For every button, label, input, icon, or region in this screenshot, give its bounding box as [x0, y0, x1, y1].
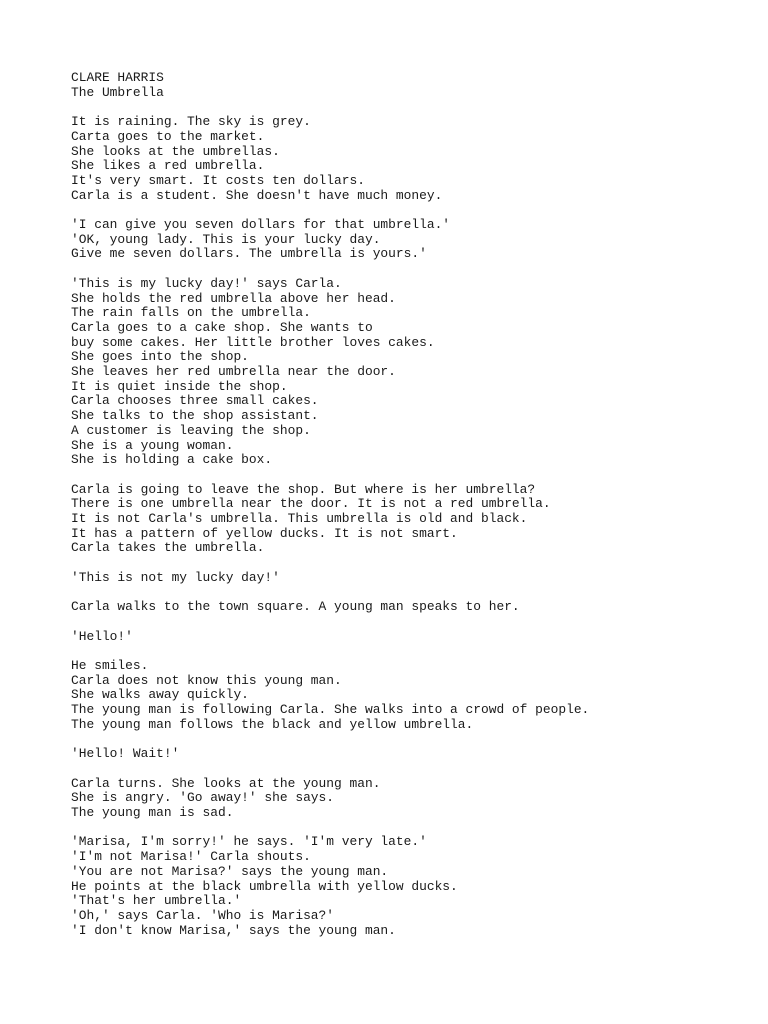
text-line: She is angry. 'Go away!' she says.	[71, 790, 335, 806]
text-line: The young man follows the black and yellow umbrella.	[71, 716, 474, 732]
text-line: It is quiet inside the shop.	[71, 378, 288, 394]
text-line: Carla walks to the town square. A young man speaks to her.	[71, 599, 520, 615]
blank-line	[71, 644, 751, 659]
text-line: 'OK, young lady. This is your lucky day.	[71, 231, 381, 247]
text-line: A customer is leaving the shop.	[71, 422, 311, 438]
blank-line	[71, 615, 751, 630]
text-line: It is raining. The sky is grey.	[71, 114, 311, 130]
blank-line	[71, 821, 751, 836]
text-line: She holds the red umbrella above her head.	[71, 290, 396, 306]
text-line: Carla chooses three small cakes.	[71, 393, 319, 409]
text-line: She walks away quickly.	[71, 687, 249, 703]
text-line: 'Oh,' says Carla. 'Who is Marisa?'	[71, 907, 335, 923]
text-line: Carla takes the umbrella.	[71, 540, 265, 556]
text-line: 'This is my lucky day!' says Carla.	[71, 275, 342, 291]
text-line: Carla is a student. She doesn't have much money.	[71, 187, 443, 203]
text-line: 'That's her umbrella.'	[71, 893, 242, 909]
story-body	[71, 100, 751, 938]
text-line: She looks at the umbrellas.	[71, 143, 280, 159]
text-line: buy some cakes. Her little brother loves cakes.	[71, 334, 435, 350]
text-line: She talks to the shop assistant.	[71, 408, 319, 424]
text-line: 'Hello! Wait!'	[71, 746, 180, 762]
text-line: He points at the black umbrella with yellow ducks.	[71, 878, 458, 894]
document-page	[71, 71, 751, 938]
text-line: There is one umbrella near the door. It is not a red umbrella.	[71, 496, 551, 512]
text-line: She goes into the shop.	[71, 349, 249, 365]
text-line: The rain falls on the umbrella.	[71, 305, 311, 321]
text-line: 'Hello!'	[71, 628, 133, 644]
text-line: The young man is sad.	[71, 805, 234, 820]
blank-line	[71, 468, 751, 483]
text-line: 'I don't know Marisa,' says the young man.	[71, 922, 396, 938]
author-name: CLARE HARRIS	[71, 70, 164, 85]
text-line: It's very smart. It costs ten dollars.	[71, 172, 365, 188]
text-line: Carla does not know this young man.	[71, 672, 342, 688]
text-line: Give me seven dollars. The umbrella is yours.'	[71, 246, 427, 262]
text-line: She likes a red umbrella.	[71, 158, 265, 174]
text-line: Carla goes to a cake shop. She wants to	[71, 319, 373, 335]
blank-line	[71, 586, 751, 601]
text-line: The young man is following Carla. She walks into a crowd of people.	[71, 702, 590, 718]
text-line: 'You are not Marisa?' says the young man.	[71, 863, 389, 879]
blank-line	[71, 556, 751, 571]
text-line: 'Marisa, I'm sorry!' he says. 'I'm very late.'	[71, 834, 427, 850]
text-line: 'I can give you seven dollars for that umbrella.'	[71, 217, 451, 232]
text-line: She leaves her red umbrella near the door.	[71, 364, 396, 380]
text-line: Carla turns. She looks at the young man.	[71, 775, 381, 791]
text-line: 'I'm not Marisa!' Carla shouts.	[71, 849, 311, 865]
blank-line	[71, 100, 751, 115]
text-line: It is not Carla's umbrella. This umbrella is old and black.	[71, 511, 528, 527]
text-line: She is holding a cake box.	[71, 452, 273, 468]
blank-line	[71, 762, 751, 777]
text-line: She is a young woman.	[71, 437, 234, 453]
blank-line	[71, 203, 751, 218]
blank-line	[71, 262, 751, 277]
text-line: Carta goes to the market.	[71, 128, 265, 144]
text-line: 'This is not my lucky day!'	[71, 569, 280, 585]
text-line: It has a pattern of yellow ducks. It is not smart.	[71, 525, 458, 541]
blank-line	[71, 733, 751, 748]
story-title: The Umbrella	[71, 84, 164, 100]
text-line: Carla is going to leave the shop. But where is her umbrella?	[71, 481, 536, 497]
text-line: He smiles.	[71, 658, 149, 673]
